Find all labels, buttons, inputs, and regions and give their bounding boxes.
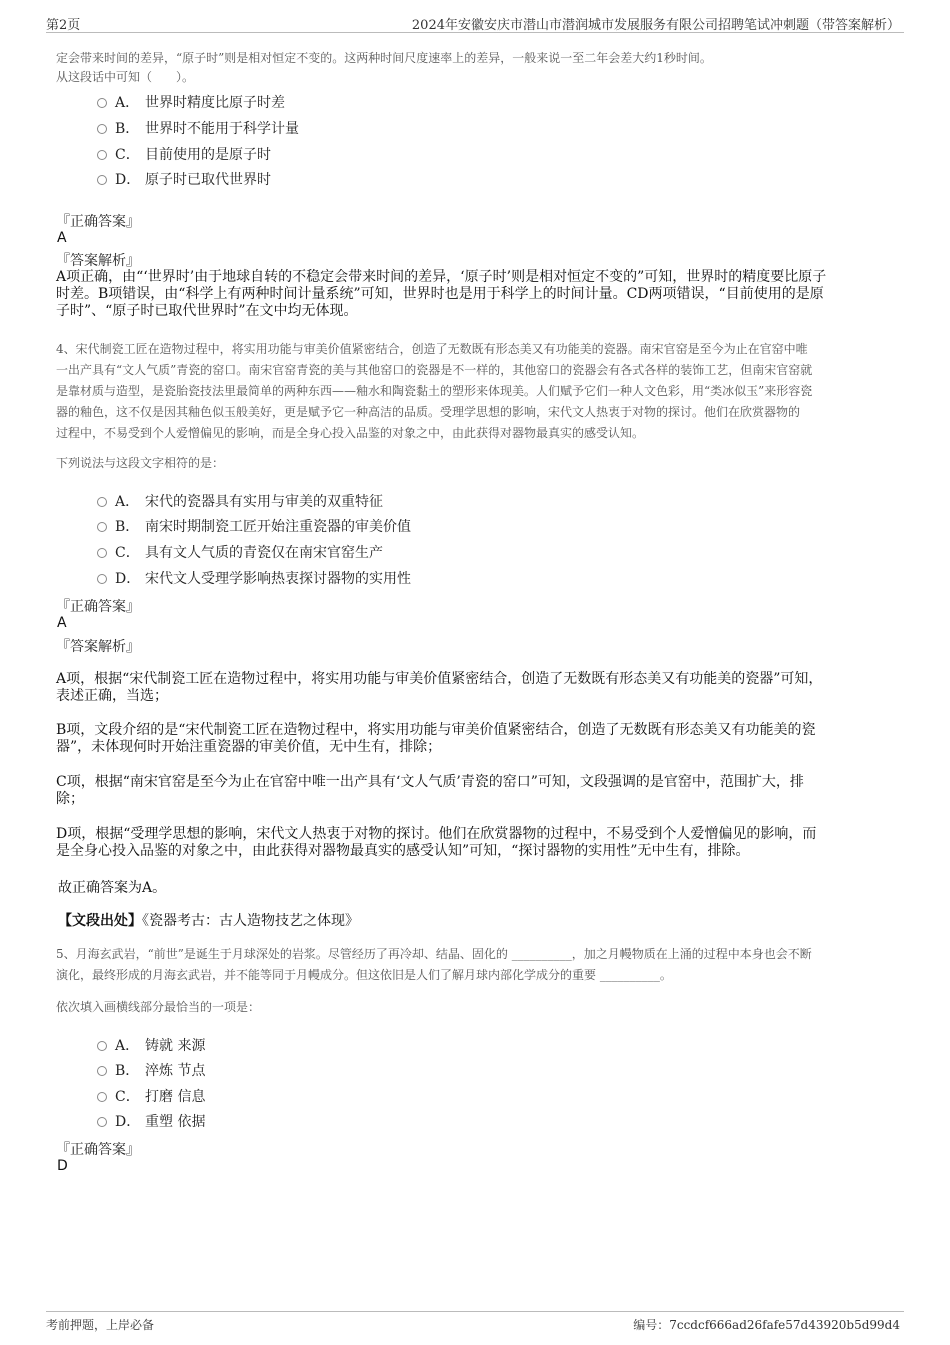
q3-option-d[interactable] <box>97 169 271 189</box>
radio-icon[interactable] <box>97 1041 107 1051</box>
q3-analysis-line: 子时”、“原子时已取代世界时”在文中均无体现。 <box>56 303 358 319</box>
option-text: 南宋时期制瓷工匠开始注重瓷器的审美价值 <box>145 519 411 535</box>
q4-answer-label: 『正确答案』 <box>56 599 140 615</box>
q5-stem-line: 5、月海玄武岩，“前世”是诞生于月球深处的岩浆。尽管经历了再冷却、结晶、固化的 __________，加之月幔物质在上涌的过程中本身也会不断 <box>56 947 812 961</box>
q4-stem-line: 4、宋代制瓷工匠在造物过程中，将实用功能与审美价值紧密结合，创造了无数既有形态美又有功能美的瓷器。南宋官窑是至今为止在官窑中唯 <box>56 342 808 356</box>
q4-analysis-c <box>56 774 898 808</box>
footer-slogan: 考前押题，上岸必备 <box>46 1318 155 1332</box>
q3-stem <box>56 49 898 87</box>
radio-icon[interactable] <box>97 124 107 134</box>
option-key: A． <box>115 1038 140 1054</box>
analysis-line: D项，根据“受理学思想的影响，宋代文人热衷于对物的探讨。他们在欣赏器物的过程中，不易受到个人爱憎偏见的影响，而 <box>56 826 817 842</box>
radio-icon[interactable] <box>97 574 107 584</box>
analysis-line: 器”，未体现何时开始注重瓷器的审美价值，无中生有，排除； <box>56 739 442 755</box>
radio-icon[interactable] <box>97 1066 107 1076</box>
q3-option-b[interactable] <box>97 118 299 138</box>
q4-stem-line: 一出产具有“文人气质”青瓷的窑口。南宋官窑青瓷的美与其他窑口的瓷器是不一样的，其他窑口的瓷器会有各式各样的装饰工艺，但南宋官窑就 <box>56 363 813 377</box>
source-text: 《瓷器考古：古人造物技艺之体现》 <box>142 913 359 929</box>
q5-option-d[interactable] <box>97 1111 205 1131</box>
q3-analysis-line: A项正确，由“‘世界时’由于地球自转的不稳定会带来时间的差异，‘原子时’则是相对恒定不变的”可知，世界时的精度要比原子 <box>56 269 827 285</box>
q5-prompt: 依次填入画横线部分最恰当的一项是： <box>56 1000 261 1014</box>
option-key: D． <box>115 571 141 587</box>
document-code: 编号：7ccdcf666ad26fafe57d43920b5d99d4 <box>633 1318 900 1332</box>
option-text: 淬炼 节点 <box>145 1063 206 1079</box>
option-text: 目前使用的是原子时 <box>145 147 271 163</box>
q3-option-a[interactable] <box>97 92 285 112</box>
option-key: C． <box>115 1089 140 1105</box>
option-key: B． <box>115 1063 140 1079</box>
option-key: A． <box>115 95 140 111</box>
analysis-line: A项，根据“宋代制瓷工匠在造物过程中，将实用功能与审美价值紧密结合，创造了无数既有形态美又有功能美的瓷器”可知， <box>56 671 823 687</box>
q3-analysis-line: 时差。B项错误，由“科学上有两种时间计量系统”可知，世界时也是用于科学上的时间计量。CD两项错误，“目前使用的是原 <box>56 286 824 302</box>
q5-option-c[interactable] <box>97 1086 205 1106</box>
q5-stem-line: 演化，最终形成的月海玄武岩，并不能等同于月幔成分。但这依旧是人们了解月球内部化学成分的重要 __________。 <box>56 968 672 982</box>
page-number: 第2页 <box>46 18 81 33</box>
option-text: 世界时精度比原子时差 <box>145 95 285 111</box>
radio-icon[interactable] <box>97 175 107 185</box>
analysis-line: 是全身心投入品鉴的对象之中，由此获得对器物最真实的感受认知”可知，“探讨器物的实用性”无中生有，排除。 <box>56 843 750 859</box>
document-title: 2024年安徽安庆市潜山市潜润城市发展服务有限公司招聘笔试冲刺题（带答案解析） <box>411 18 900 33</box>
q4-option-d[interactable] <box>97 568 411 588</box>
q4-analysis-b <box>56 722 898 756</box>
radio-icon[interactable] <box>97 522 107 532</box>
radio-icon[interactable] <box>97 497 107 507</box>
analysis-line: B项，文段介绍的是“宋代制瓷工匠在造物过程中，将实用功能与审美价值紧密结合，创造了无数既有形态美又有功能美的瓷 <box>56 722 816 738</box>
q3-stem-line: 定会带来时间的差异，“原子时”则是相对恒定不变的。这两种时间尺度速率上的差异，一般来说一至二年会差大约1秒时间。 <box>56 51 712 65</box>
analysis-line: 表述正确，当选； <box>56 688 168 704</box>
option-key: C． <box>115 545 140 561</box>
option-text: 世界时不能用于科学计量 <box>145 121 299 137</box>
analysis-line: C项，根据“南宋官窑是至今为止在官窑中唯一出产具有‘文人气质’青瓷的窑口”可知，文段强调的是官窑中，范围扩大，排 <box>56 774 804 790</box>
radio-icon[interactable] <box>97 150 107 160</box>
analysis-line: 除； <box>56 791 84 807</box>
option-key: D． <box>115 1114 141 1130</box>
q4-stem-line: 过程中，不易受到个人爱憎偏见的影响，而是全身心投入品鉴的对象之中，由此获得对器物最真实的感受认知。 <box>56 426 645 440</box>
radio-icon[interactable] <box>97 548 107 558</box>
q3-stem-line: 从这段话中可知（ ）。 <box>56 70 195 84</box>
radio-icon[interactable] <box>97 98 107 108</box>
q5-option-a[interactable] <box>97 1035 205 1055</box>
q4-analysis-a <box>56 671 898 705</box>
q4-stem-line: 器的釉色，这不仅是因其釉色似玉般美好，更是赋予它一种高洁的品质。受理学思想的影响，宋代文人热衷于对物的探讨。他们在欣赏器物的 <box>56 405 801 419</box>
radio-icon[interactable] <box>97 1092 107 1102</box>
source-label: 【文段出处】 <box>58 913 142 929</box>
option-key: A． <box>115 494 140 510</box>
q4-analysis-d <box>56 826 898 860</box>
q4-option-a[interactable] <box>97 491 383 511</box>
radio-icon[interactable] <box>97 1117 107 1127</box>
q4-conclusion: 故正确答案为A。 <box>58 880 167 896</box>
option-text: 具有文人气质的青瓷仅在南宋官窑生产 <box>145 545 383 561</box>
q4-stem-line: 是靠材质与造型，是瓷胎瓷技法里最简单的两种东西——釉水和陶瓷黏土的塑形来体现美。人们赋予它们一种人文色彩，用“类冰似玉”来形容瓷 <box>56 384 813 398</box>
page-footer <box>46 1311 904 1332</box>
q4-prompt: 下列说法与这段文字相符的是： <box>56 456 225 470</box>
option-text: 宋代文人受理学影响热衷探讨器物的实用性 <box>145 571 411 587</box>
q5-stem <box>56 944 898 986</box>
q5-answer: D <box>57 1158 68 1174</box>
q3-analysis <box>56 269 898 320</box>
q3-answer: A <box>57 230 67 246</box>
page-header <box>46 12 904 33</box>
q5-answer-label: 『正确答案』 <box>56 1142 140 1158</box>
q5-option-b[interactable] <box>97 1060 205 1080</box>
q4-stem <box>56 339 898 444</box>
option-key: D． <box>115 172 141 188</box>
q3-answer-label: 『正确答案』 <box>56 214 140 230</box>
option-text: 宋代的瓷器具有实用与审美的双重特征 <box>145 494 383 510</box>
option-key: B． <box>115 121 140 137</box>
q4-option-c[interactable] <box>97 542 383 562</box>
q3-option-c[interactable] <box>97 144 271 164</box>
q3-analysis-label: 『答案解析』 <box>56 253 140 269</box>
option-key: B． <box>115 519 140 535</box>
option-text: 重塑 依据 <box>145 1114 206 1130</box>
q4-source <box>58 910 359 930</box>
q4-option-b[interactable] <box>97 516 411 536</box>
q4-answer: A <box>57 615 67 631</box>
option-text: 打磨 信息 <box>145 1089 206 1105</box>
option-text: 铸就 来源 <box>145 1038 206 1054</box>
option-text: 原子时已取代世界时 <box>145 172 271 188</box>
option-key: C． <box>115 147 140 163</box>
q4-analysis-label: 『答案解析』 <box>56 639 140 655</box>
